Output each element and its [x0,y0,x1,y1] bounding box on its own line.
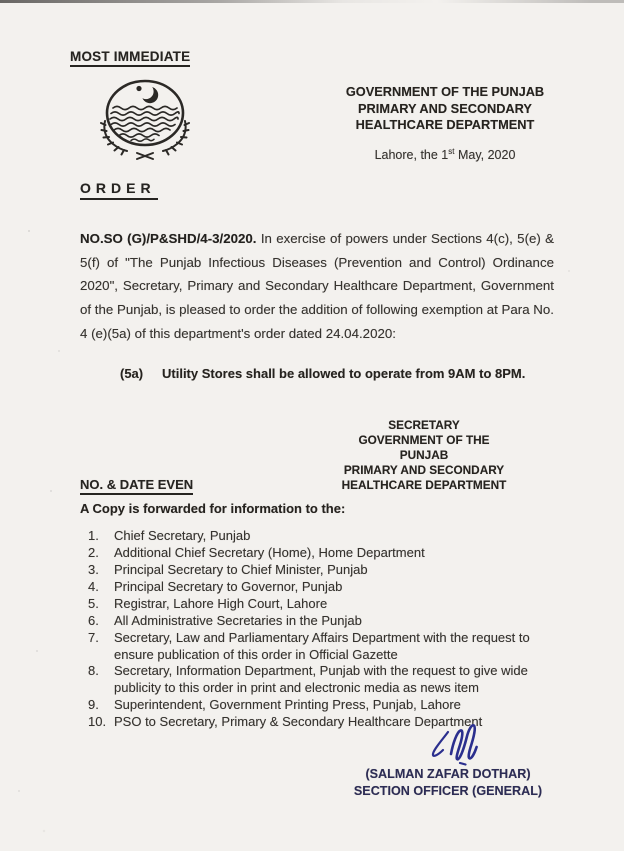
date-suffix: May, 2020 [454,148,516,163]
list-item-text: Secretary, Information Department, Punjab with the request to give wide publicity to this order in print and electronic media as news item [114,663,528,696]
signatory-title: SECTION OFFICER (GENERAL) [353,783,543,798]
signatory-designation-block [338,418,510,493]
list-item-text: Secretary, Law and Parliamentary Affairs Department with the request to ensure publication of this order in Official Gazette [114,629,530,662]
list-item [88,596,556,613]
classification-stamp: MOST IMMEDIATE [70,49,190,67]
list-item-number: 5. [88,595,99,611]
punjab-government-crest-icon [93,77,197,169]
order-heading: ORDER [80,180,158,200]
list-item-number: 4. [88,578,99,594]
letterhead-line-1: GOVERNMENT OF THE PUNJAB [345,84,545,99]
letterhead-line-2: PRIMARY AND SECONDARY [358,100,532,116]
list-item-number: 9. [88,697,99,713]
date-ordinal: st [448,147,455,156]
exemption-clause [120,366,550,381]
distribution-list [88,528,556,731]
signatory-name-block [330,766,566,799]
signatory-line-2: GOVERNMENT OF THE PUNJAB [358,433,490,462]
list-item-number: 8. [88,663,99,679]
list-item-number: 2. [88,544,99,560]
signatory-name: (SALMAN ZAFAR DOTHAR) [365,767,531,781]
order-reference-number: NO.SO (G)/P&SHD/4-3/2020. [80,231,257,247]
order-body-paragraph [80,227,554,345]
no-and-date-even-label: NO. & DATE EVEN [80,477,193,495]
order-body-text: In exercise of powers under Sections 4(c), 5(e) & 5(f) of "The Punjab Infectious Diseases (Prevention and Control) Ordinance 2020", Secretary, Primary and Secondary Healthcare Department, Government of the Punjab, is pleased to order the addition of following exemption at Para No. 4 (e)(5a) of this department's order dated 24.04.2020: [80,231,555,341]
list-item-text: Principal Secretary to Governor, Punjab [114,578,343,594]
exemption-text: Utility Stores shall be allowed to operate from 9AM to 8PM. [162,366,526,381]
list-item-text: Principal Secretary to Chief Minister, Punjab [114,561,368,577]
list-item [88,562,556,579]
scan-speckle-artifacts [28,230,30,232]
list-item-number: 7. [88,629,99,645]
list-item-number: 1. [88,528,99,543]
list-item [88,528,556,545]
list-item-text: PSO to Secretary, Primary & Secondary Healthcare Department [114,714,483,730]
date-line [339,147,551,162]
list-item-number: 3. [88,561,99,577]
signatory-line-4: HEALTHCARE DEPARTMENT [341,478,507,492]
handwritten-signature-icon [418,710,490,772]
list-item-text: Additional Chief Secretary (Home), Home Department [114,544,425,560]
signatory-line-1: SECRETARY [388,418,460,432]
letterhead-line-3: HEALTHCARE DEPARTMENT [355,117,535,132]
department-letterhead [339,84,551,134]
date-prefix: Lahore, the 1 [374,148,449,163]
list-item-text: Registrar, Lahore High Court, Lahore [114,595,328,611]
list-item [88,630,556,663]
list-item-number: 10. [88,714,107,730]
list-item-text: All Administrative Secretaries in the Punjab [114,612,362,628]
list-item [88,545,556,562]
exemption-number: (5a) [120,366,144,381]
list-item-number: 6. [88,612,99,628]
list-item-text: Chief Secretary, Punjab [114,528,251,543]
list-item [88,579,556,596]
list-item-text: Superintendent, Government Printing Press, Punjab, Lahore [114,697,461,713]
list-item [88,613,556,630]
signatory-line-3: PRIMARY AND SECONDARY [343,463,505,477]
scan-edge-artifact [0,0,624,3]
copy-forwarded-line: A Copy is forwarded for information to the: [80,501,346,516]
list-item [88,663,556,696]
